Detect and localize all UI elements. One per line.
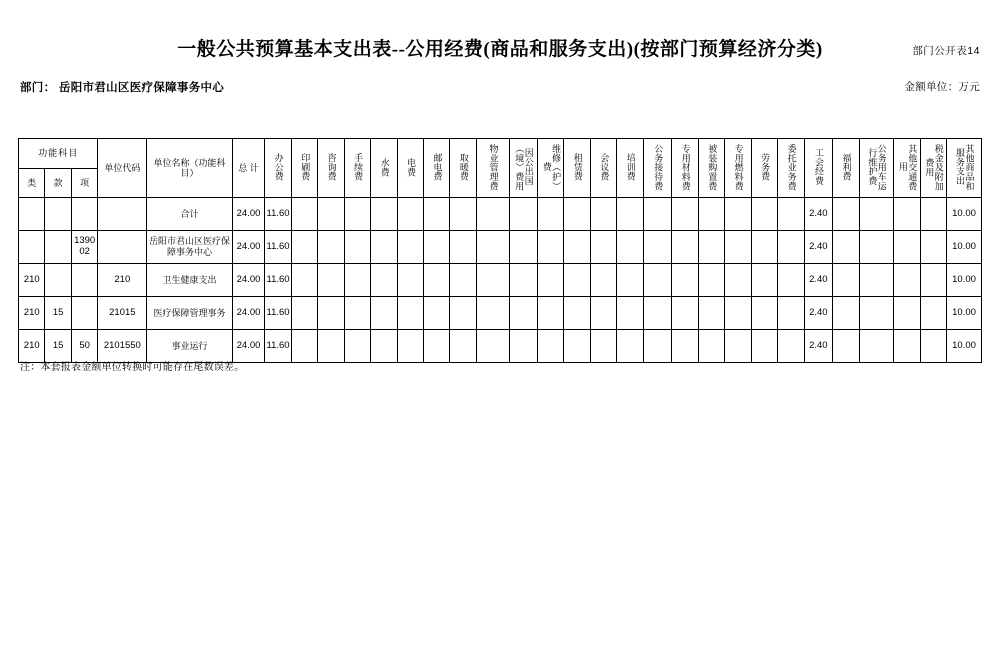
cell-value-20 — [778, 264, 804, 297]
cell-value-9 — [476, 330, 509, 363]
cell-value-21: 2.40 — [804, 330, 833, 363]
cell-value-26: 10.00 — [947, 231, 982, 264]
cell-xiang: 50 — [71, 330, 97, 363]
cell-value-6 — [397, 330, 423, 363]
cell-value-8 — [450, 198, 476, 231]
cell-value-7 — [424, 264, 450, 297]
cell-value-1: 11.60 — [265, 198, 291, 231]
cell-unit-code: 2101550 — [98, 330, 147, 363]
cell-value-4 — [344, 231, 370, 264]
table-row — [19, 198, 982, 231]
header-col-0: 总 计 — [232, 139, 265, 198]
cell-lei: 210 — [19, 330, 45, 363]
header-col-26: 其他商品和服务支出 — [947, 139, 982, 198]
cell-value-13 — [590, 297, 616, 330]
cell-value-5 — [371, 231, 397, 264]
header-unit-code: 单位代码 — [98, 139, 147, 198]
cell-value-4 — [344, 330, 370, 363]
cell-value-8 — [450, 264, 476, 297]
cell-value-18 — [725, 231, 751, 264]
cell-value-21: 2.40 — [804, 198, 833, 231]
cell-value-21: 2.40 — [804, 297, 833, 330]
cell-value-10 — [509, 297, 538, 330]
cell-lei: 210 — [19, 297, 45, 330]
cell-value-2 — [291, 231, 317, 264]
header-col-25: 税金及附加费用 — [920, 139, 946, 198]
cell-value-25 — [920, 264, 946, 297]
cell-value-7 — [424, 330, 450, 363]
cell-value-9 — [476, 264, 509, 297]
header-col-14: 培训费 — [617, 139, 643, 198]
cell-value-23 — [859, 297, 894, 330]
cell-value-8 — [450, 297, 476, 330]
header-col-6: 电费 — [397, 139, 423, 198]
header-col-21: 工会经费 — [804, 139, 833, 198]
header-col-5: 水费 — [371, 139, 397, 198]
cell-value-10 — [509, 198, 538, 231]
header-col-20: 委托业务费 — [778, 139, 804, 198]
cell-value-20 — [778, 330, 804, 363]
cell-unit-name: 岳阳市君山区医疗保障事务中心 — [147, 231, 233, 264]
cell-value-7 — [424, 297, 450, 330]
cell-value-5 — [371, 198, 397, 231]
cell-value-11 — [538, 264, 564, 297]
cell-kuan — [45, 231, 71, 264]
cell-xiang — [71, 264, 97, 297]
cell-value-15 — [643, 264, 672, 297]
cell-value-11 — [538, 330, 564, 363]
cell-lei — [19, 198, 45, 231]
cell-unit-name: 医疗保障管理事务 — [147, 297, 233, 330]
cell-value-21: 2.40 — [804, 264, 833, 297]
header-col-13: 会议费 — [590, 139, 616, 198]
cell-value-25 — [920, 297, 946, 330]
header-col-12: 租赁费 — [564, 139, 590, 198]
cell-value-14 — [617, 231, 643, 264]
header-col-18: 专用燃料费 — [725, 139, 751, 198]
header-col-8: 取暖费 — [450, 139, 476, 198]
cell-value-3 — [318, 330, 344, 363]
cell-value-2 — [291, 297, 317, 330]
cell-value-4 — [344, 264, 370, 297]
cell-unit-name: 合计 — [147, 198, 233, 231]
cell-value-12 — [564, 297, 590, 330]
cell-value-13 — [590, 198, 616, 231]
cell-value-24 — [894, 198, 920, 231]
cell-value-1: 11.60 — [265, 231, 291, 264]
cell-value-11 — [538, 297, 564, 330]
header-col-22: 福利费 — [833, 139, 859, 198]
cell-value-23 — [859, 231, 894, 264]
header-xiang: 项 — [71, 168, 97, 198]
cell-value-3 — [318, 198, 344, 231]
cell-value-3 — [318, 297, 344, 330]
cell-value-22 — [833, 264, 859, 297]
cell-value-12 — [564, 231, 590, 264]
cell-value-17 — [698, 198, 724, 231]
cell-value-1: 11.60 — [265, 297, 291, 330]
cell-value-12 — [564, 330, 590, 363]
header-col-15: 公务接待费 — [643, 139, 672, 198]
cell-value-9 — [476, 231, 509, 264]
cell-value-26: 10.00 — [947, 330, 982, 363]
cell-value-23 — [859, 264, 894, 297]
header-col-3: 咨询费 — [318, 139, 344, 198]
cell-value-6 — [397, 231, 423, 264]
header-col-2: 印刷费 — [291, 139, 317, 198]
table-body — [19, 198, 982, 363]
cell-value-19 — [751, 231, 777, 264]
cell-value-23 — [859, 330, 894, 363]
cell-value-6 — [397, 198, 423, 231]
cell-value-16 — [672, 297, 698, 330]
cell-value-13 — [590, 264, 616, 297]
cell-value-18 — [725, 198, 751, 231]
cell-value-25 — [920, 198, 946, 231]
cell-value-16 — [672, 231, 698, 264]
cell-value-17 — [698, 297, 724, 330]
cell-value-19 — [751, 297, 777, 330]
cell-value-25 — [920, 231, 946, 264]
header-col-10: 因公出国（境）费用 — [509, 139, 538, 198]
cell-value-16 — [672, 198, 698, 231]
cell-value-0: 24.00 — [232, 297, 265, 330]
cell-unit-code — [98, 231, 147, 264]
cell-lei: 210 — [19, 264, 45, 297]
cell-value-14 — [617, 297, 643, 330]
cell-unit-name: 卫生健康支出 — [147, 264, 233, 297]
cell-value-0: 24.00 — [232, 264, 265, 297]
cell-value-13 — [590, 330, 616, 363]
cell-value-25 — [920, 330, 946, 363]
cell-value-11 — [538, 231, 564, 264]
table-row — [19, 264, 982, 297]
cell-kuan: 15 — [45, 330, 71, 363]
cell-value-16 — [672, 330, 698, 363]
cell-lei — [19, 231, 45, 264]
header-col-11: 维修（护）费 — [538, 139, 564, 198]
cell-value-10 — [509, 231, 538, 264]
form-number-label: 部门公开表14 — [912, 45, 980, 57]
cell-unit-code: 21015 — [98, 297, 147, 330]
cell-unit-name: 事业运行 — [147, 330, 233, 363]
cell-value-8 — [450, 330, 476, 363]
cell-value-17 — [698, 330, 724, 363]
table-header — [19, 139, 982, 198]
cell-value-24 — [894, 330, 920, 363]
header-col-16: 专用材料费 — [672, 139, 698, 198]
cell-value-15 — [643, 198, 672, 231]
cell-value-5 — [371, 330, 397, 363]
cell-value-1: 11.60 — [265, 330, 291, 363]
cell-value-4 — [344, 198, 370, 231]
cell-unit-code — [98, 198, 147, 231]
cell-value-9 — [476, 297, 509, 330]
cell-value-6 — [397, 264, 423, 297]
cell-value-17 — [698, 264, 724, 297]
cell-value-2 — [291, 198, 317, 231]
cell-value-15 — [643, 330, 672, 363]
cell-value-9 — [476, 198, 509, 231]
cell-value-16 — [672, 264, 698, 297]
header-col-9: 物业管理费 — [476, 139, 509, 198]
cell-value-22 — [833, 330, 859, 363]
cell-value-18 — [725, 264, 751, 297]
cell-value-18 — [725, 297, 751, 330]
cell-value-12 — [564, 198, 590, 231]
cell-value-0: 24.00 — [232, 231, 265, 264]
cell-value-3 — [318, 264, 344, 297]
cell-value-7 — [424, 198, 450, 231]
header-kuan: 款 — [45, 168, 71, 198]
cell-value-26: 10.00 — [947, 198, 982, 231]
cell-value-7 — [424, 231, 450, 264]
cell-value-15 — [643, 231, 672, 264]
cell-value-8 — [450, 231, 476, 264]
cell-kuan — [45, 198, 71, 231]
cell-value-6 — [397, 297, 423, 330]
cell-value-19 — [751, 330, 777, 363]
header-col-7: 邮电费 — [424, 139, 450, 198]
cell-value-5 — [371, 264, 397, 297]
cell-value-19 — [751, 264, 777, 297]
cell-value-17 — [698, 231, 724, 264]
cell-value-14 — [617, 264, 643, 297]
budget-table — [18, 138, 982, 363]
cell-value-3 — [318, 231, 344, 264]
header-col-19: 劳务费 — [751, 139, 777, 198]
header-lei: 类 — [19, 168, 45, 198]
cell-kuan: 15 — [45, 297, 71, 330]
cell-value-24 — [894, 297, 920, 330]
cell-value-20 — [778, 231, 804, 264]
cell-value-26: 10.00 — [947, 264, 982, 297]
cell-value-0: 24.00 — [232, 330, 265, 363]
header-unit-name: 单位名称（功能科目） — [147, 139, 233, 198]
cell-value-4 — [344, 297, 370, 330]
cell-kuan — [45, 264, 71, 297]
cell-value-0: 24.00 — [232, 198, 265, 231]
cell-value-10 — [509, 264, 538, 297]
table-row — [19, 231, 982, 264]
cell-value-18 — [725, 330, 751, 363]
cell-value-20 — [778, 297, 804, 330]
header-col-4: 手续费 — [344, 139, 370, 198]
document-page — [0, 34, 1000, 669]
cell-value-12 — [564, 264, 590, 297]
cell-value-5 — [371, 297, 397, 330]
cell-value-26: 10.00 — [947, 297, 982, 330]
header-function-subject: 功能科目 — [19, 139, 98, 169]
table-row — [19, 297, 982, 330]
cell-xiang: 139002 — [71, 231, 97, 264]
cell-value-11 — [538, 198, 564, 231]
page-title: 一般公共预算基本支出表--公用经费(商品和服务支出)(按部门预算经济分类) — [177, 39, 823, 60]
currency-unit-label: 金额单位：万元 — [904, 81, 980, 93]
cell-value-23 — [859, 198, 894, 231]
cell-value-22 — [833, 231, 859, 264]
cell-xiang — [71, 297, 97, 330]
table-header-row-1 — [19, 139, 982, 169]
department-label: 部门： 岳阳市君山区医疗保障事务中心 — [20, 82, 225, 94]
cell-value-1: 11.60 — [265, 264, 291, 297]
cell-value-10 — [509, 330, 538, 363]
cell-value-14 — [617, 330, 643, 363]
header-col-23: 公务用车运行维护费 — [859, 139, 894, 198]
cell-value-19 — [751, 198, 777, 231]
cell-value-2 — [291, 264, 317, 297]
cell-value-2 — [291, 330, 317, 363]
cell-value-14 — [617, 198, 643, 231]
cell-value-13 — [590, 231, 616, 264]
cell-value-21: 2.40 — [804, 231, 833, 264]
meta-row — [0, 79, 1000, 95]
cell-unit-code: 210 — [98, 264, 147, 297]
cell-xiang — [71, 198, 97, 231]
header-col-24: 其他交通费用 — [894, 139, 920, 198]
header-col-1: 办公费 — [265, 139, 291, 198]
cell-value-20 — [778, 198, 804, 231]
cell-value-22 — [833, 198, 859, 231]
cell-value-24 — [894, 231, 920, 264]
table-note: 注：本套报表金额单位转换时可能存在尾数误差。 — [20, 362, 245, 373]
cell-value-15 — [643, 297, 672, 330]
cell-value-24 — [894, 264, 920, 297]
cell-value-22 — [833, 297, 859, 330]
header-col-17: 被装购置费 — [698, 139, 724, 198]
